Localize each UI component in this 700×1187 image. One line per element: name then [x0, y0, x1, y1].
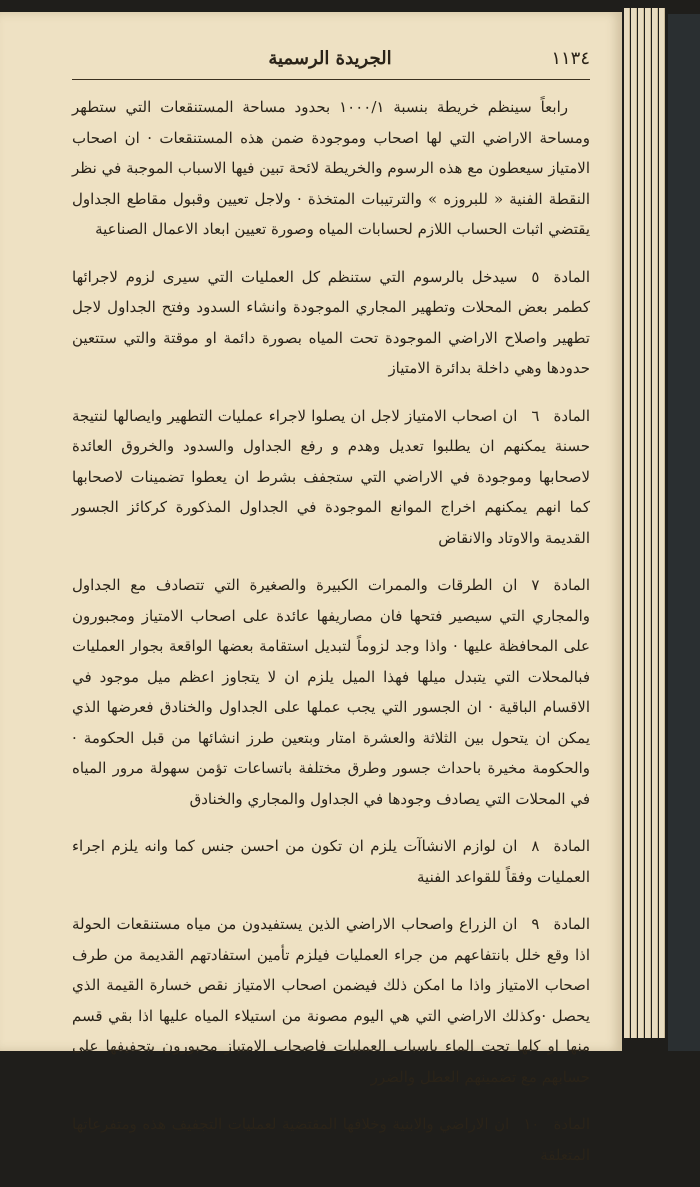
article-number: ٩: [531, 915, 540, 933]
header-rule: [72, 79, 590, 80]
article-number: ٥: [531, 267, 540, 286]
article-number: ٨: [531, 837, 540, 855]
paragraph-text: رابعاً سينظم خريطة بنسبة ١٠٠٠/١ بحدود مساحة المستنقعات التي ستطهر ومساحة الاراضي التي لها اصحاب وموجودة ضمن هذه المستنقعات · ان اصحاب الامتياز سيعطون مع هذه الرسوم والخريطة لائحة تبين فيها الاسباب الموجبة في نظر النقطة الفنية « للبروزه » والترتيبات المتخذة · ولاجل تعيين وقبول مقاطع الجداول يقتضي اثبات الحساب اللازم لحسابات المياه وصورة تعيين ابعاد الاعمال الصناعية: [72, 98, 590, 238]
article-6: [72, 401, 590, 554]
article-text: ان الاراضي والابنية وخلافها المقتضية لعمليات التجفيف هذه ومتفرعاتها المتعلقة: [72, 1115, 590, 1164]
article-label: المادة٧: [531, 576, 590, 594]
article-10: [72, 1109, 590, 1170]
article-number: ١٠: [523, 1115, 540, 1133]
book-cover: [668, 14, 700, 1051]
article-text: ان لوازم الانشاآت يلزم ان تكون من احسن جنس كما وانه يلزم اجراء العمليات وفقاً للقواعد الفنية: [72, 837, 590, 886]
page-edge: [624, 8, 630, 1038]
page-edge: [631, 8, 637, 1038]
page-header: [70, 48, 590, 78]
article-8: [72, 831, 590, 892]
page-edge: [638, 8, 644, 1038]
page-edge: [659, 8, 665, 1038]
article-number: ٦: [531, 406, 540, 425]
journal-title: الجريدة الرسمية: [268, 48, 392, 69]
article-text: سيدخل بالرسوم التي ستنظم كل العمليات التي سيرى لزوم لاجرائها كطمر بعض المحلات وتطهير المجاري الموجودة وانشاء السدود وفتح الجداول لاجل تطهير واصلاح الاراضي الموجودة تحت المياه بصورة دائمة او موقتة والتي ستتعين حدودها وهي داخلة بدائرة الامتياز: [72, 267, 590, 377]
page-edge: [645, 8, 651, 1038]
article-text: ان الزراع واصحاب الاراضي الذين يستفيدون من مياه مستنقعات الحولة اذا وقع خلل بانتفاعهم من جراء العمليات فيلزم تأمين استفادتهم القديمة من طرف اصحاب الامتياز واذا ما امكن ذلك فيضمن اصحاب الامتياز نقص خسارة القيمة الذي يحصل ·وكذلك الاراضي التي هي اليوم مصونة من استيلاء المياه عليها اذا بقي قسم منها او كلها تحت الماء باسباب العمليات فاصحاب الامتياز مجبورون بتجفيفها على حسابهم مع تضمينهم العطل والضرر: [72, 915, 590, 1086]
page-number: ١١٣٤: [551, 48, 590, 69]
page-edge: [652, 8, 658, 1038]
article-7: [72, 570, 590, 814]
article-number: ٧: [531, 576, 540, 594]
paragraph-intro: [72, 92, 590, 245]
article-label: المادة٦: [531, 406, 590, 425]
article-5: [72, 262, 590, 384]
document-body: [72, 92, 590, 1187]
article-9: [72, 909, 590, 1092]
article-text: ان الطرقات والممرات الكبيرة والصغيرة التي تتصادف مع الجداول والمجاري التي سيصير فتحها فان مصاريفها عائدة على اصحاب الامتياز ومجبورون على المحافظة عليها · واذا وجد لزوماً لتبديل استقامة بعضها الواقعة بجوار العمليات فبالمحلات التي يتبدل ميلها فهذا الميل يلزم ان لا يتجاوز اعظم ميل موجود في الاقسام الباقية · ان الجسور التي يجب عملها على الجداول والخنادق فعرضها الذي يمكن ان يتحول بين الثلاثة والعشرة امتار وبتعين طرز انشائها من قبل الحكومة · والحكومة مخيرة باحداث جسور وطرق مختلفة باتساعات تؤمن سهولة مرور المياه في المحلات التي يصادف وجودها في الجداول والمجاري والخنادق: [72, 576, 590, 808]
article-label: المادة٥: [531, 267, 590, 286]
article-text: ان اصحاب الامتياز لاجل ان يصلوا لاجراء عمليات التطهير وايصالها لنتيجة حسنة يمكنهم ان يطلبوا تعديل وهدم و رفع الجداول والسدود والخروق العائدة لاصحابها وموجودة في الاراضي التي ستجفف بشرط ان يعطوا تضمينات لاصحابها كما انهم يمكنهم اخراج الموانع الموجودة في الجداول المذكورة كركائز الجسور القديمة والاوتاد والانقاض: [72, 406, 590, 547]
article-label: المادة٨: [531, 837, 590, 855]
article-label: المادة٩: [531, 915, 590, 933]
article-label: المادة١٠: [523, 1115, 590, 1133]
